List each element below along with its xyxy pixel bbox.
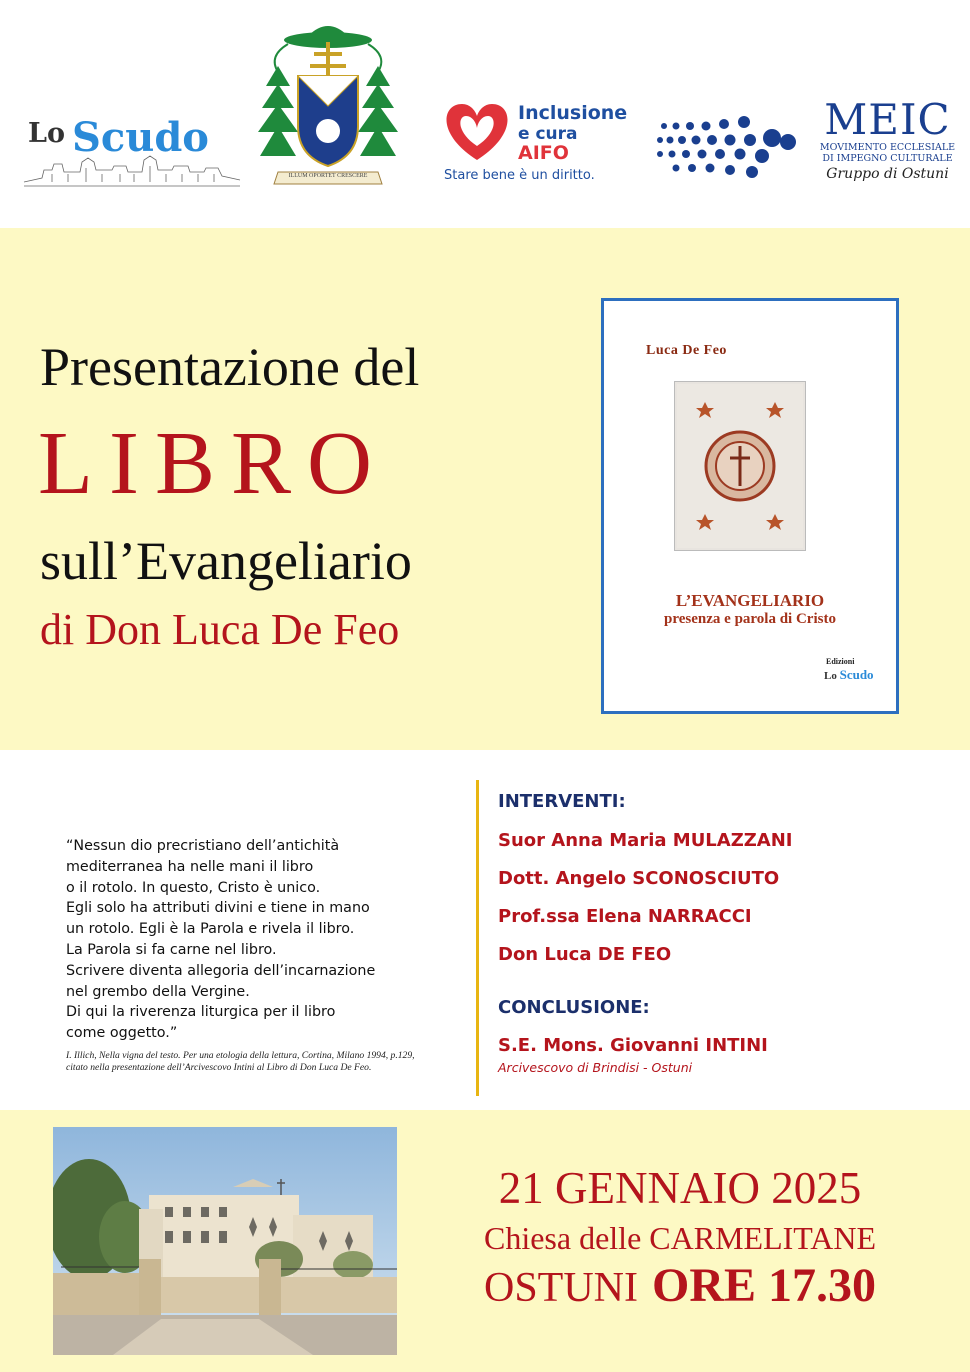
- quote-line: come oggetto.”: [66, 1025, 178, 1042]
- meic-dots-logo: [652, 112, 802, 182]
- quote-line: Di qui la riverenza liturgica per il libro: [66, 1004, 336, 1021]
- meic-line1: MOVIMENTO ECCLESIALE: [819, 142, 956, 153]
- quote-line: un rotolo. Egli è la Parola e rivela il libro.: [66, 921, 355, 938]
- book-publisher-label: Edizioni: [826, 657, 855, 666]
- quote-line: o il rotolo. In questo, Cristo è unico.: [66, 879, 321, 896]
- aifo-logo: [440, 98, 646, 190]
- coat-of-arms-motto: ILLUM OPORTET CRESCERE: [288, 173, 368, 179]
- aifo-tagline: Stare bene è un diritto.: [444, 168, 595, 183]
- concluder-name: S.E. Mons. Giovanni INTINI: [498, 1035, 768, 1056]
- book-publisher-lo: Lo: [824, 670, 837, 682]
- headline-author: di Don Luca De Feo: [40, 605, 400, 654]
- book-publisher-scudo: Scudo: [839, 667, 874, 682]
- heart-icon: [442, 100, 512, 166]
- headline-line1: Presentazione del: [40, 337, 420, 397]
- book-title: L’EVANGELIARIO: [675, 591, 825, 610]
- lo-scudo-logo: [22, 112, 242, 192]
- aifo-line2: e cura: [518, 124, 578, 144]
- interventi-heading: INTERVENTI:: [498, 791, 626, 812]
- archbishop-coat-of-arms: [258, 16, 398, 194]
- event-venue: Chiesa delle CARMELITANE: [483, 1220, 877, 1256]
- quote-citation: [66, 1050, 466, 1074]
- lo-scudo-logo-lo: Lo: [28, 118, 65, 149]
- speaker-item: Prof.ssa Elena NARRACCI: [498, 906, 752, 927]
- concluder-role: Arcivescovo di Brindisi - Ostuni: [498, 1060, 693, 1075]
- conclusione-heading: CONCLUSIONE:: [498, 997, 650, 1018]
- aifo-line3: AIFO: [518, 142, 569, 164]
- citation-line2: citato nella presentazione dell’Arcivescovo Intini al Libro di Don Luca De Feo.: [66, 1062, 372, 1073]
- quote-line: Egli solo ha attributi divini e tiene in mano: [66, 900, 370, 917]
- quote-line: La Parola si fa carne nel libro.: [66, 941, 277, 958]
- town-skyline-icon: [22, 112, 242, 192]
- evangeliary-cover-icon: [675, 382, 805, 550]
- event-city-time: [420, 1258, 940, 1313]
- book-cover: [601, 298, 899, 714]
- aifo-line1: Inclusione: [518, 102, 628, 124]
- quote-line: mediterranea ha nelle mani il libro: [66, 858, 314, 875]
- quote-line: “Nessun dio precristiano dell’antichità: [66, 838, 340, 854]
- program-block: [498, 788, 938, 1076]
- speaker-item: Dott. Angelo SCONOSCIUTO: [498, 868, 780, 889]
- quote-line: Scrivere diventa allegoria dell’incarnazione: [66, 962, 376, 979]
- book-subtitle: presenza e parola di Cristo: [664, 611, 836, 627]
- quote-block: [66, 836, 466, 1044]
- event-city: OSTUNI: [483, 1265, 638, 1311]
- meic-line2: DI IMPEGNO CULTURALE: [822, 153, 953, 164]
- lo-scudo-logo-scudo: Scudo: [72, 114, 209, 161]
- event-date: 21 GENNAIO 2025: [498, 1163, 862, 1213]
- headline-libro: LIBRO: [38, 414, 388, 513]
- church-photo: [53, 1127, 397, 1355]
- book-cover-image: [674, 381, 806, 551]
- citation-line1: I. Illich, Nella vigna del testo. Per una etologia della lettura, Cortina, Milano 1994, p.129,: [66, 1050, 415, 1061]
- coat-of-arms-icon: [258, 16, 398, 194]
- meic-group: Gruppo di Ostuni: [826, 166, 949, 182]
- book-publisher-logo: [824, 667, 874, 683]
- meic-text-logo: [810, 95, 965, 198]
- speaker-item: Suor Anna Maria MULAZZANI: [498, 830, 793, 851]
- event-time: ORE 17.30: [651, 1259, 876, 1312]
- church-building-icon: [53, 1127, 397, 1355]
- speaker-item: Don Luca DE FEO: [498, 944, 672, 965]
- book-author: Luca De Feo: [646, 343, 727, 358]
- headline-line3: sull’Evangeliario: [40, 531, 412, 591]
- dots-pattern-icon: [652, 112, 802, 182]
- divider-bar: [476, 780, 479, 1096]
- quote-line: nel grembo della Vergine.: [66, 983, 250, 1000]
- meic-name: MEIC: [824, 95, 951, 144]
